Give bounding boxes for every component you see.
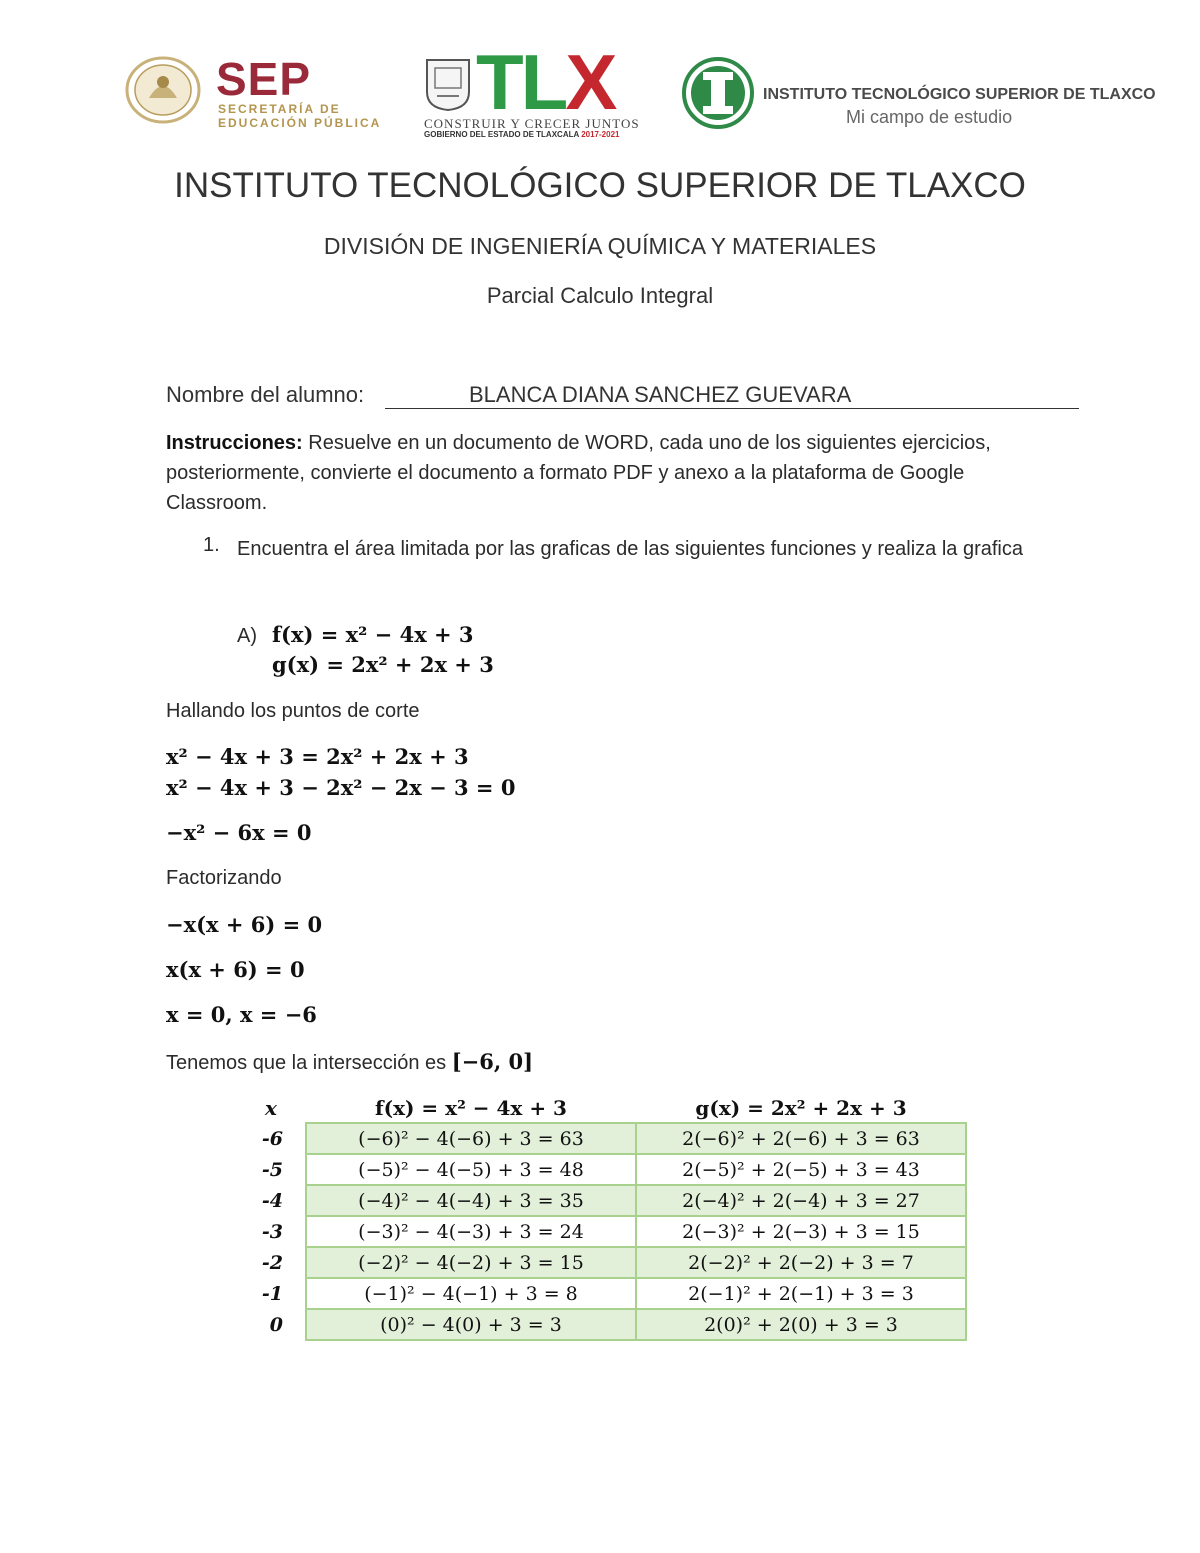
instructions-paragraph bbox=[166, 428, 1036, 518]
table-row bbox=[236, 1123, 966, 1154]
cell-g: 2(−3)² + 2(−3) + 3 = 15 bbox=[636, 1216, 966, 1247]
equation-3: −x² − 6x = 0 bbox=[166, 820, 312, 845]
cell-f: (−5)² − 4(−5) + 3 = 48 bbox=[306, 1154, 636, 1185]
cell-x: -4 bbox=[261, 1189, 283, 1212]
table-row bbox=[236, 1309, 966, 1340]
cell-x: -3 bbox=[261, 1220, 283, 1243]
cell-g: 2(−4)² + 2(−4) + 3 = 27 bbox=[636, 1185, 966, 1216]
tlaxcala-seal-icon bbox=[423, 56, 473, 112]
cell-f: (0)² − 4(0) + 3 = 3 bbox=[306, 1309, 636, 1340]
function-f: f(x) = x² − 4x + 3 bbox=[272, 622, 474, 647]
list-item-text: Encuentra el área limitada por las graficas de las siguientes funciones y realiza la grafica bbox=[237, 538, 1023, 560]
table-header-row bbox=[236, 1093, 966, 1123]
column-header-f: f(x) = x² − 4x + 3 bbox=[375, 1095, 567, 1120]
equation-6: x = 0, x = −6 bbox=[166, 1002, 317, 1027]
table-row bbox=[236, 1278, 966, 1309]
factoring-heading: Factorizando bbox=[166, 867, 282, 889]
tlx-logo-text: TLX bbox=[476, 38, 615, 126]
cell-x: -5 bbox=[261, 1158, 283, 1181]
equation-5: x(x + 6) = 0 bbox=[166, 957, 305, 982]
column-header-x: x bbox=[265, 1096, 277, 1120]
instructions-text: Resuelve en un documento de WORD, cada uno de los siguientes ejercicios, posteriormente, convierte el documento a formato PDF y anexo a la plataforma de Google Classroom. bbox=[166, 432, 991, 514]
institute-logo-icon bbox=[681, 56, 755, 130]
cell-f: (−4)² − 4(−4) + 3 = 35 bbox=[306, 1185, 636, 1216]
cell-x: -2 bbox=[261, 1251, 283, 1274]
tlx-government: GOBIERNO DEL ESTADO DE TLAXCALA 2017-2021 bbox=[424, 130, 620, 139]
tlx-slogan: CONSTRUIR Y CRECER JUNTOS bbox=[424, 116, 640, 131]
cell-f: (−2)² − 4(−2) + 3 = 15 bbox=[306, 1247, 636, 1278]
cell-g: 2(−1)² + 2(−1) + 3 = 3 bbox=[636, 1278, 966, 1309]
exam-name: Parcial Calculo Integral bbox=[486, 283, 714, 308]
institute-logo-name: INSTITUTO TECNOLÓGICO SUPERIOR DE TLAXCO bbox=[763, 86, 1156, 103]
division-heading: DIVISIÓN DE INGENIERÍA QUÍMICA Y MATERIALES bbox=[323, 233, 877, 259]
cell-x: 0 bbox=[269, 1313, 283, 1336]
table-row bbox=[236, 1247, 966, 1278]
cell-g: 2(0)² + 2(0) + 3 = 3 bbox=[636, 1309, 966, 1340]
table-row bbox=[236, 1154, 966, 1185]
student-name-value: BLANCA DIANA SANCHEZ GUEVARA bbox=[385, 382, 1079, 409]
table-row bbox=[236, 1185, 966, 1216]
cut-points-heading: Hallando los puntos de corte bbox=[166, 700, 420, 722]
cell-g: 2(−5)² + 2(−5) + 3 = 43 bbox=[636, 1154, 966, 1185]
intersection-interval: [−6, 0] bbox=[451, 1049, 534, 1074]
cell-x: -6 bbox=[261, 1127, 283, 1150]
mexico-coat-of-arms-icon bbox=[123, 54, 203, 124]
instructions-label: Instrucciones: bbox=[166, 432, 303, 454]
document-title: INSTITUTO TECNOLÓGICO SUPERIOR DE TLAXCO bbox=[174, 166, 1026, 205]
cell-f: (−3)² − 4(−3) + 3 = 24 bbox=[306, 1216, 636, 1247]
sep-logo-subtitle: SECRETARÍA DE EDUCACIÓN PÚBLICA bbox=[218, 102, 382, 130]
list-item-number: 1. bbox=[203, 534, 220, 556]
equation-1: x² − 4x + 3 = 2x² + 2x + 3 bbox=[166, 744, 469, 769]
table-row bbox=[236, 1216, 966, 1247]
values-table bbox=[236, 1093, 967, 1341]
equation-4: −x(x + 6) = 0 bbox=[166, 912, 323, 937]
cell-x: -1 bbox=[261, 1282, 283, 1305]
institute-logo-slogan: Mi campo de estudio bbox=[846, 107, 1013, 127]
function-g: g(x) = 2x² + 2x + 3 bbox=[272, 652, 494, 677]
sep-logo-text: SEP bbox=[216, 53, 312, 105]
cell-f: (−6)² − 4(−6) + 3 = 63 bbox=[306, 1123, 636, 1154]
cell-g: 2(−2)² + 2(−2) + 3 = 7 bbox=[636, 1247, 966, 1278]
intersection-sentence: Tenemos que la intersección es [−6, 0] bbox=[166, 1049, 534, 1074]
student-name-label: Nombre del alumno: bbox=[166, 382, 365, 407]
exercise-letter: A) bbox=[237, 625, 257, 647]
cell-g: 2(−6)² + 2(−6) + 3 = 63 bbox=[636, 1123, 966, 1154]
column-header-g: g(x) = 2x² + 2x + 3 bbox=[695, 1095, 907, 1120]
equation-2: x² − 4x + 3 − 2x² − 2x − 3 = 0 bbox=[166, 775, 516, 800]
cell-f: (−1)² − 4(−1) + 3 = 8 bbox=[306, 1278, 636, 1309]
